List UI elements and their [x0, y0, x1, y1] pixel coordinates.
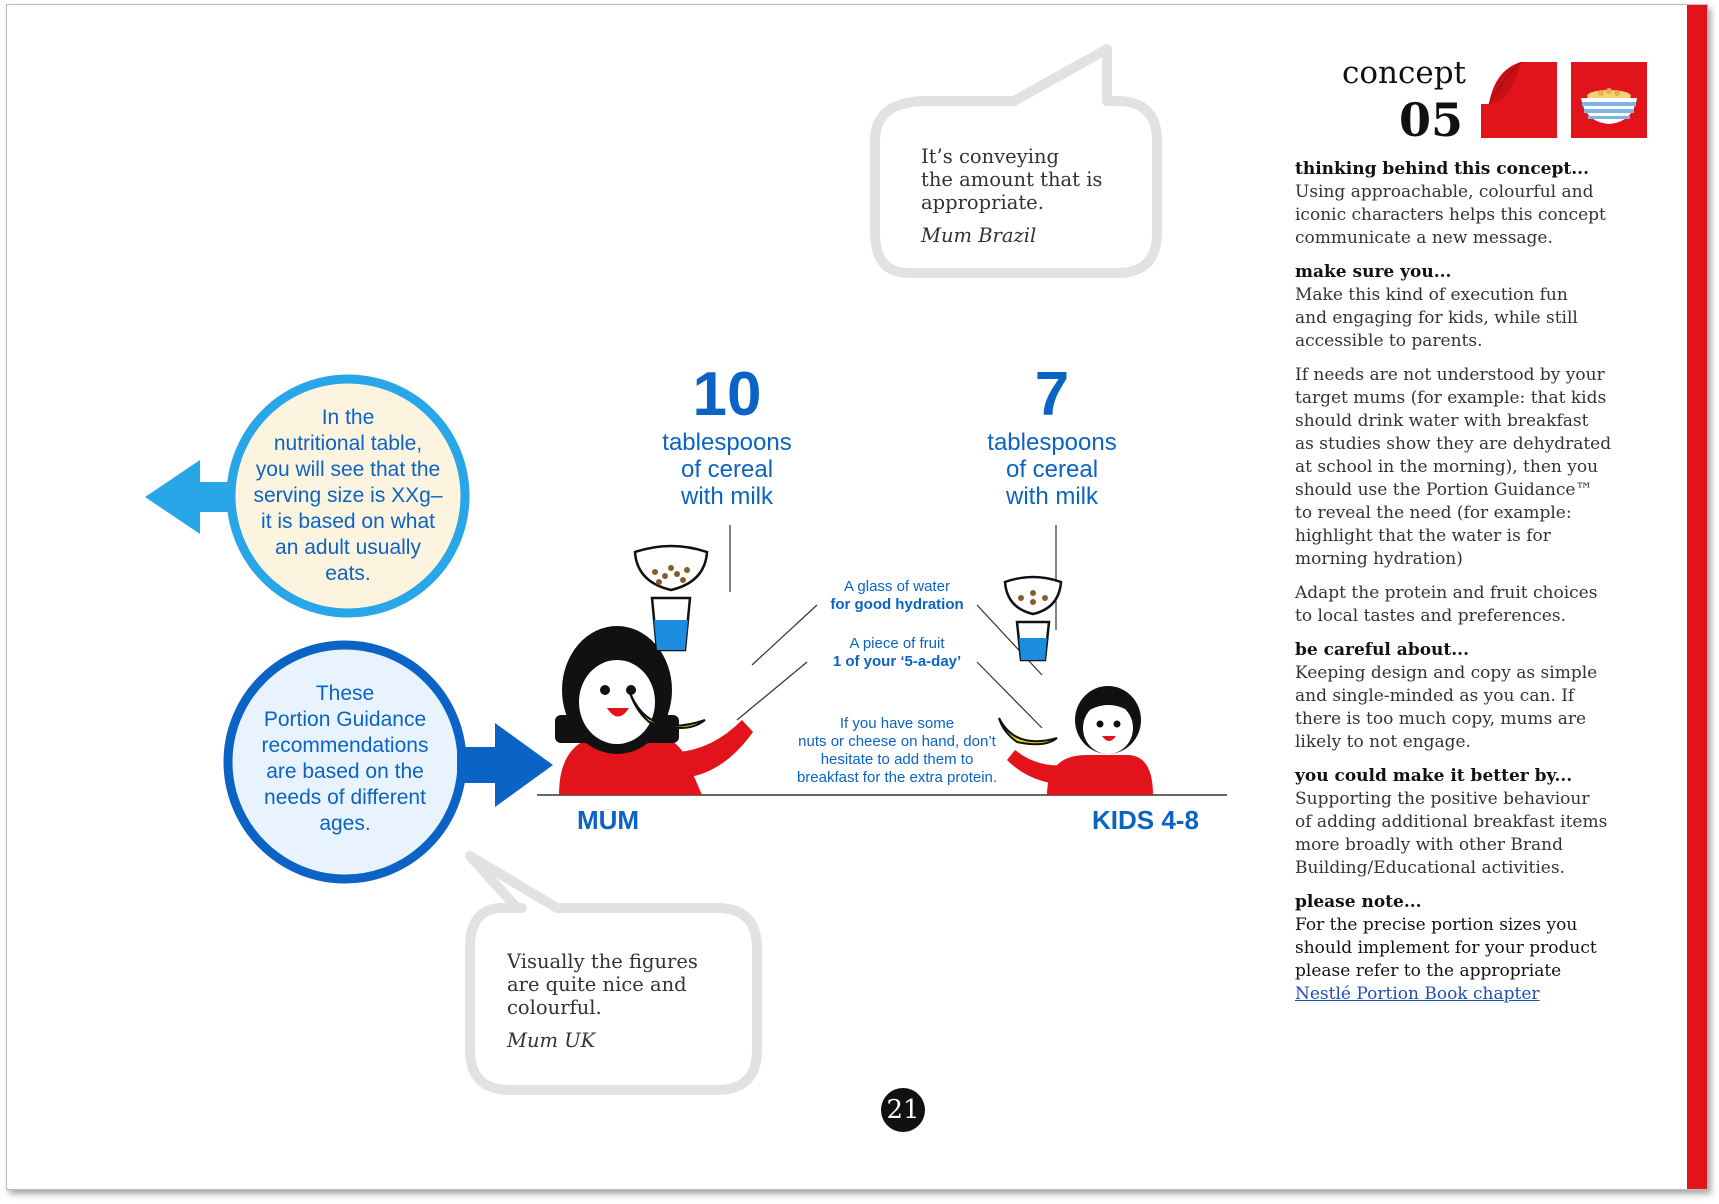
- note-line-1: For the precise portion sizes you: [1295, 915, 1578, 935]
- nutrition-line-4: serving size is XXg–: [253, 484, 443, 507]
- guidance-line-1: These: [315, 682, 375, 705]
- kid-portion-text: [952, 429, 1152, 510]
- water-label-line-2: for good hydration: [830, 596, 964, 613]
- needs-line-7: to reveal the need (for example:: [1295, 503, 1572, 523]
- mum-tbsp-line-3: with milk: [680, 483, 773, 510]
- quote-top-line-1: It’s conveying: [921, 145, 1060, 168]
- needs-line-8: highlight that the water is for: [1295, 526, 1551, 546]
- guidance-line-2: Portion Guidance: [263, 708, 427, 731]
- kid-portion-number: 7: [1034, 360, 1070, 429]
- better-line-3: more broadly with other Brand: [1295, 835, 1564, 855]
- fruit-label-line-1: A piece of fruit: [849, 635, 945, 652]
- portion-book-link[interactable]: Nestlé Portion Book chapter: [1295, 984, 1540, 1004]
- careful-line-3: there is too much copy, mums are: [1295, 709, 1587, 729]
- guidance-line-5: needs of different: [264, 786, 426, 809]
- careful-heading: be careful about...: [1295, 640, 1470, 660]
- guidance-line-4: are based on the: [266, 760, 424, 783]
- guidance-line-6: ages.: [319, 812, 371, 835]
- careful-line-2: and single-minded as you can. If: [1295, 686, 1575, 706]
- protein-label-line-1: If you have some: [839, 715, 955, 732]
- brochure-page: [6, 4, 1708, 1190]
- guidance-callout: [230, 681, 460, 837]
- nutrition-line-5: it is based on what: [261, 510, 435, 533]
- mum-portion-number: 10: [692, 360, 762, 429]
- kid-tbsp-line-2: of cereal: [1005, 456, 1099, 483]
- note-line-2: should implement for your product: [1295, 938, 1597, 958]
- quote-bottom-author: Mum UK: [507, 1029, 596, 1052]
- note-line-3: please refer to the appropriate: [1295, 961, 1562, 981]
- kid-tbsp-line-1: tablespoons: [987, 429, 1117, 456]
- concept-number: 05: [1399, 93, 1464, 147]
- quote-top-line-2: the amount that is: [921, 168, 1103, 191]
- water-label: [807, 578, 987, 614]
- mum-tbsp-line-1: tablespoons: [662, 429, 792, 456]
- needs-line-5: at school in the morning), then you: [1295, 457, 1599, 477]
- kid-tbsp-line-3: with milk: [1005, 483, 1098, 510]
- red-edge-bar: [1687, 5, 1707, 1189]
- mum-figure: [555, 626, 753, 795]
- concept-word: concept: [1342, 55, 1466, 91]
- quote-bottom-line-2: are quite nice and: [507, 973, 687, 996]
- page-curl-icon: [1481, 62, 1557, 138]
- mum-label: MUM: [577, 805, 640, 835]
- quote-top-author: Mum Brazil: [921, 224, 1037, 247]
- nutrition-line-6: an adult usually: [275, 536, 421, 559]
- careful-line-4: likely to not engage.: [1295, 732, 1471, 752]
- quote-bottom: [507, 950, 698, 1052]
- make-sure-line-1: Make this kind of execution fun: [1295, 285, 1568, 305]
- needs-line-4: as studies show they are dehydrated: [1295, 434, 1612, 454]
- protein-label: [757, 715, 1037, 787]
- fruit-label: [807, 635, 987, 671]
- adapt-line-1: Adapt the protein and fruit choices: [1295, 583, 1598, 603]
- thinking-line-2: iconic characters helps this concept: [1295, 205, 1606, 225]
- mum-tbsp-line-2: of cereal: [680, 456, 774, 483]
- note-heading: please note...: [1295, 892, 1422, 912]
- needs-line-2: target mums (for example: that kids: [1295, 388, 1607, 408]
- thinking-line-3: communicate a new message.: [1295, 228, 1553, 248]
- thinking-line-1: Using approachable, colourful and: [1295, 182, 1594, 202]
- make-sure-heading: make sure you...: [1295, 262, 1452, 282]
- needs-line-3: should drink water with breakfast: [1295, 411, 1589, 431]
- better-line-2: of adding additional breakfast items: [1295, 812, 1608, 832]
- make-sure-line-2: and engaging for kids, while still: [1295, 308, 1578, 328]
- guidance-line-3: recommendations: [261, 734, 429, 757]
- mum-portion-text: [627, 429, 827, 510]
- needs-line-6: should use the Portion Guidance™: [1295, 480, 1593, 500]
- thinking-heading: thinking behind this concept...: [1295, 159, 1589, 179]
- better-line-4: Building/Educational activities.: [1295, 858, 1565, 878]
- careful-line-1: Keeping design and copy as simple: [1295, 663, 1598, 683]
- kids-label: KIDS 4-8: [1092, 805, 1199, 835]
- needs-line-9: morning hydration): [1295, 549, 1463, 569]
- nutrition-line-1: In the: [321, 406, 375, 429]
- quote-top-line-3: appropriate.: [921, 191, 1044, 214]
- protein-label-line-4: breakfast for the extra protein.: [796, 769, 998, 786]
- quote-bottom-line-1: Visually the figures: [507, 950, 698, 973]
- better-heading: you could make it better by...: [1295, 766, 1573, 786]
- nutrition-line-7: eats.: [325, 562, 371, 585]
- page-number: 21: [881, 1088, 925, 1132]
- quote-top: [921, 145, 1102, 247]
- nutrition-line-2: nutritional table,: [273, 432, 423, 455]
- nutrition-line-3: you will see that the: [255, 458, 441, 481]
- adapt-line-2: to local tastes and preferences.: [1295, 606, 1566, 626]
- protein-label-line-3: hesitate to add them to: [820, 751, 974, 768]
- cereal-bowl-icon: [1571, 62, 1647, 138]
- better-line-1: Supporting the positive behaviour: [1295, 789, 1590, 809]
- note-link-wrap: [1295, 983, 1540, 1006]
- make-sure-line-3: accessible to parents.: [1295, 331, 1483, 351]
- nutrition-callout: [233, 405, 463, 587]
- water-label-line-1: A glass of water: [844, 578, 950, 595]
- needs-line-1: If needs are not understood by your: [1295, 365, 1605, 385]
- fruit-label-line-2: 1 of your ‘5-a-day’: [832, 653, 962, 670]
- protein-label-line-2: nuts or cheese on hand, don’t: [798, 733, 996, 750]
- quote-bottom-line-3: colourful.: [507, 996, 602, 1019]
